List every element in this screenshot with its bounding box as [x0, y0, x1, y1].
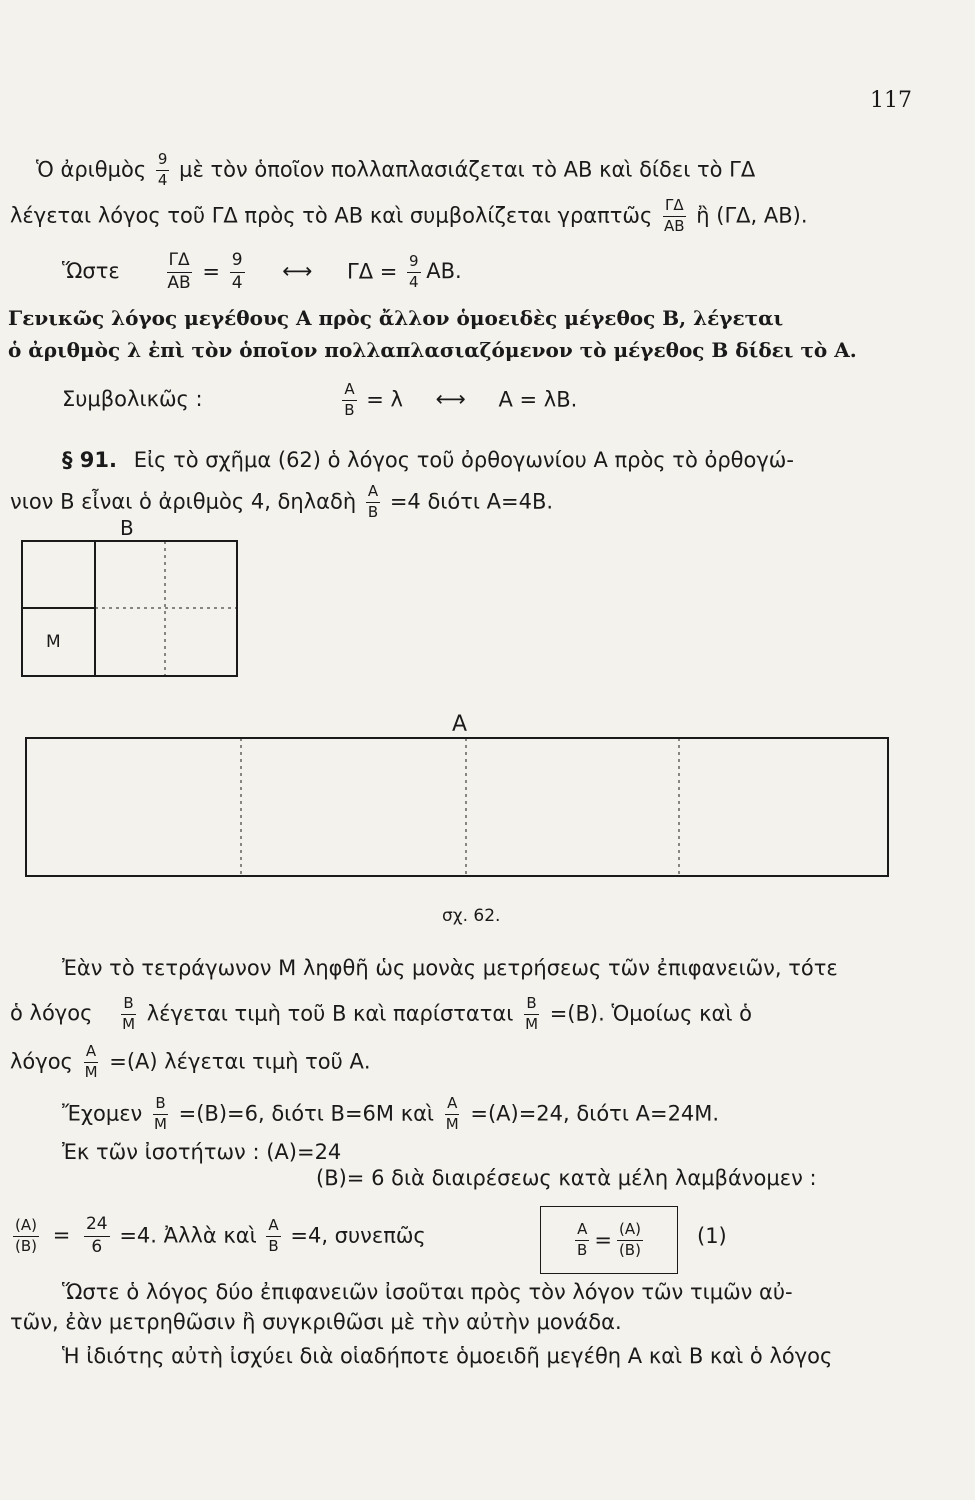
double-arrow-icon: ⟷: [435, 387, 466, 412]
equals-sign: =: [52, 1223, 71, 1248]
p1-text-c: λέγεται λόγος τοῦ ΓΔ πρὸς τὸ ΑΒ καὶ συμβολίζεται γραπτῶς: [10, 203, 653, 228]
p3-line: [62, 1096, 719, 1133]
p5-line1: Ὥστε ὁ λόγος δύο ἐπιφανειῶν ἰσοῦται πρὸς τὸν λόγον τῶν τιμῶν αὐ-: [62, 1280, 793, 1304]
p1-text-d: ἢ (ΓΔ, ΑΒ).: [696, 203, 808, 228]
boxed-equation: [540, 1206, 678, 1274]
p2-text-b: λέγεται τιμὴ τοῦ Β καὶ παρίσταται: [146, 1001, 514, 1026]
fraction-a-b-3: $\frac{A}{B}$: [268, 1216, 279, 1255]
equals-sign: =: [202, 259, 221, 284]
p3-text-b: =(Β)=6, διότι Β=6Μ καὶ: [178, 1101, 435, 1126]
boxed-fraction-a-b: $\frac{A}{B}$: [577, 1219, 588, 1259]
p4-text-d: =4, συνεπῶς: [290, 1223, 426, 1248]
p1-text-a: Ὁ ἀριθμὸς: [36, 157, 147, 182]
fraction-24-6: $\frac{24}{6}$: [85, 1214, 108, 1257]
p1-text-b: μὲ τὸν ὁποῖον πολλαπλασιάζεται τὸ ΑΒ καὶ δίδει τὸ ΓΔ: [179, 157, 756, 182]
equals-lambda: = λ: [366, 387, 403, 412]
figure-label-a: Α: [452, 712, 468, 737]
fraction-b-m: $\frac{B}{M}$: [122, 994, 136, 1033]
section-number: § 91.: [62, 448, 118, 472]
p3-text-c: =(Α)=24, διότι Α=24Μ.: [470, 1101, 720, 1126]
p5-line2: τῶν, ἐὰν μετρηθῶσιν ἢ συγκριθῶσι μὲ τὴν αὐτὴν μονάδα.: [10, 1310, 622, 1334]
equation-number: (1): [697, 1224, 727, 1248]
p4-line3: [10, 1216, 426, 1257]
p4-line1: Ἐκ τῶν ἰσοτήτων : (Α)=24: [62, 1140, 342, 1164]
fraction-a-b-values: $\frac{(A)}{(B)}$: [15, 1216, 37, 1255]
figure-caption: σχ. 62.: [442, 906, 501, 926]
p2-text-d: λόγος: [10, 1049, 73, 1074]
p2-text-a: ὁ λόγος: [10, 1001, 93, 1026]
p5-line3: Ἡ ἰδιότης αὐτὴ ἰσχύει διὰ οἱαδήποτε ὁμοειδῆ μεγέθη Α καὶ Β καὶ ὁ λόγος: [62, 1344, 833, 1368]
p2-line2: [10, 996, 752, 1033]
boxed-fraction-values: $\frac{(A)}{(B)}$: [618, 1219, 641, 1259]
figure-label-b: Β: [120, 516, 134, 540]
p4-text-c: =4. Ἀλλὰ καὶ: [119, 1223, 257, 1248]
fraction-a-m-2: $\frac{A}{M}$: [445, 1094, 459, 1133]
p3-text-a: Ἔχομεν: [62, 1101, 143, 1126]
fraction-a-b: $\frac{A}{B}$: [344, 380, 355, 419]
page-number: 117: [870, 88, 912, 113]
fraction-b-m-3: $\frac{B}{M}$: [153, 1094, 167, 1133]
fraction-gd-ab: $\frac{\Gamma\Delta}{AB}$: [664, 196, 685, 235]
a-equals-lambda-b: Α = λΒ.: [498, 387, 578, 412]
fraction-9-4-2: $\frac{9}{4}$: [231, 250, 243, 293]
figure-label-m: Μ: [46, 632, 61, 652]
symbolic-label: Συμβολικῶς :: [62, 387, 203, 412]
definition-line2: ὁ ἀριθμὸς λ ἐπὶ τὸν ὁποῖον πολλαπλασιαζόμενον τὸ μέγεθος Β δίδει τὸ Α.: [8, 338, 857, 362]
equals-sign: =: [594, 1227, 612, 1252]
definition-line1: Γενικῶς λόγος μεγέθους Α πρὸς ἄλλον ὁμοειδὲς μέγεθος Β, λέγεται: [8, 306, 784, 330]
p2-text-e: =(Α) λέγεται τιμὴ τοῦ Α.: [109, 1049, 371, 1074]
p2-line3: [10, 1044, 371, 1081]
section-91-text-b: νιον Β εἶναι ὁ ἀριθμὸς 4, δηλαδὴ: [10, 489, 357, 514]
p2-text-c: =(Β). Ὁμοίως καὶ ὁ: [549, 1001, 753, 1026]
ab-text: ΑΒ.: [426, 259, 462, 284]
hoste-label: Ὥστε: [62, 259, 120, 284]
fraction-gd-ab-2: $\frac{\Gamma\Delta}{AB}$: [167, 250, 191, 293]
section-91-text-a: Εἰς τὸ σχῆμα (62) ὁ λόγος τοῦ ὀρθογωνίου Α πρὸς τὸ ὀρθογώ-: [133, 448, 794, 472]
fraction-9-4: $\frac{9}{4}$: [157, 150, 168, 189]
p2-line1: Ἐὰν τὸ τετράγωνον Μ ληφθῆ ὡς μονὰς μετρήσεως τῶν ἐπιφανειῶν, τότε: [62, 956, 838, 980]
p4-line2: (Β)= 6 διὰ διαιρέσεως κατὰ μέλη λαμβάνομεν :: [316, 1166, 817, 1190]
double-arrow-icon: ⟷: [282, 259, 313, 284]
fraction-9-4-3: $\frac{9}{4}$: [409, 252, 419, 291]
fraction-a-m: $\frac{A}{M}$: [84, 1042, 98, 1081]
fraction-b-m-2: $\frac{B}{M}$: [525, 994, 539, 1033]
rectangle-a: [26, 738, 888, 876]
fraction-a-b-2: $\frac{A}{B}$: [367, 482, 379, 521]
section-91-text-c: =4 διότι Α=4Β.: [389, 489, 554, 514]
gd-equals: ΓΔ =: [347, 259, 398, 284]
